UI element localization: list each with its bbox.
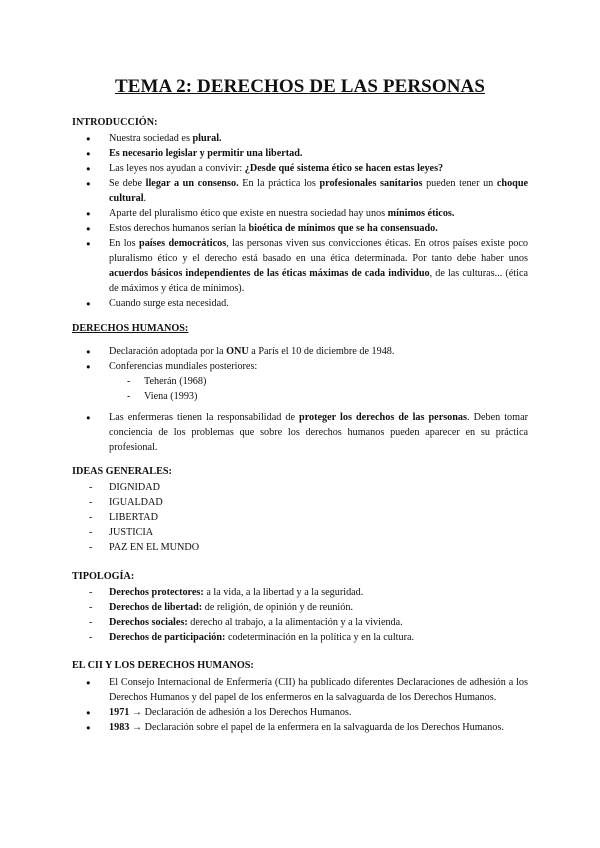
text-run: . Deben tomar conciencia de los problemas que sobre los derechos humanos pueden aparecer en su práctica profesional.	[109, 412, 528, 453]
bold-text: ONU	[226, 346, 249, 357]
bold-text: 1971	[109, 707, 130, 718]
text-run: .	[143, 193, 147, 204]
list-item	[72, 221, 528, 236]
list-item	[72, 720, 528, 735]
ddhh-list-2	[72, 410, 528, 455]
text-run: → Declaración sobre el papel de la enfermera en la salvaguarda de los Derechos Humanos.	[129, 722, 504, 733]
text-run: a la vida, a la libertad y a la seguridad.	[203, 587, 364, 598]
conferences-sublist	[72, 374, 528, 404]
list-item	[72, 176, 528, 206]
intro-list	[72, 131, 528, 311]
page-title: TEMA 2: DERECHOS DE LAS PERSONAS	[114, 76, 486, 97]
section-heading: INTRODUCCIÓN:	[72, 117, 158, 128]
text-run: Nuestra sociedad es	[109, 133, 193, 144]
section-heading: TIPOLOGÍA:	[72, 571, 135, 582]
bold-text: choque cultural	[109, 178, 529, 204]
bold-text: Derechos protectores:	[109, 587, 204, 598]
text-run: pueden tener un	[422, 178, 497, 189]
list-item: - IGUALDAD	[72, 495, 528, 510]
bold-text: países democráticos	[139, 238, 227, 249]
list-item: - JUSTICIA	[72, 525, 528, 540]
bold-text: acuerdos básicos independientes de las éticas máximas de cada individuo	[109, 268, 430, 279]
list-item	[72, 585, 528, 600]
list-item	[72, 705, 528, 720]
text-run: → Declaración de adhesión a los Derechos Humanos.	[129, 707, 352, 718]
text-run: Las enfermeras tienen la responsabilidad de	[109, 412, 300, 423]
bold-text: Derechos de participación:	[109, 632, 226, 643]
text-run: Las leyes nos ayudan a convivir:	[109, 163, 245, 174]
section-heading: EL CII Y LOS DERECHOS HUMANOS:	[72, 660, 254, 671]
list-item	[72, 410, 528, 455]
text-run: de religión, de opinión y de reunión.	[202, 602, 353, 613]
section-derechos-humanos	[72, 322, 528, 455]
bold-text: Derechos de libertad:	[109, 602, 203, 613]
section-heading: IDEAS GENERALES:	[72, 466, 172, 477]
sublist-item: - Viena (1993)	[72, 389, 528, 404]
list-item	[72, 600, 528, 615]
section-cii	[72, 659, 528, 735]
list-item: - LIBERTAD	[72, 510, 528, 525]
text-run: Estos derechos humanos serían la	[109, 223, 249, 234]
list-item	[72, 236, 528, 296]
bold-text: bioética de mínimos que se ha consensuado.	[248, 223, 438, 234]
text-run: derecho al trabajo, a la alimentación y a la vivienda.	[187, 617, 403, 628]
sublist-item: - Teherán (1968)	[72, 374, 528, 389]
bold-text: plural.	[192, 133, 222, 144]
ddhh-list	[72, 344, 528, 374]
text-run: , las personas viven sus convicciones éticas. En otros países existe poco pluralismo ético y el derecho está basado en una ética determinada. Por tanto debe haber unos	[109, 238, 528, 264]
bold-text: ¿Desde qué sistema ético se hacen estas leyes?	[244, 163, 444, 174]
text-run: Cuando surge esta necesidad.	[109, 298, 229, 309]
list-item: ● Conferencias mundiales posteriores:	[72, 359, 528, 374]
text-run: Aparte del pluralismo ético que existe en nuestra sociedad hay unos	[109, 208, 388, 219]
list-item	[72, 344, 528, 359]
list-item: - DIGNIDAD	[72, 480, 528, 495]
text-run: codeterminación en la política y en la cultura.	[225, 632, 415, 643]
bold-text: proteger los derechos de las personas	[299, 412, 467, 423]
text-run: a París el 10 de diciembre de 1948.	[248, 346, 395, 357]
section-introduccion	[72, 116, 528, 311]
tipologia-list	[72, 585, 528, 645]
list-item	[72, 296, 528, 311]
list-item	[72, 131, 528, 146]
ideas-list	[72, 480, 528, 555]
section-tipologia	[72, 570, 528, 645]
cii-list	[72, 675, 528, 735]
bold-text: llegar a un consenso.	[145, 178, 239, 189]
text-run: En la práctica los	[238, 178, 320, 189]
text-run: Declaración adoptada por la	[109, 346, 227, 357]
bold-text: mínimos éticos.	[387, 208, 455, 219]
list-item	[72, 161, 528, 176]
list-item	[72, 615, 528, 630]
list-item	[72, 146, 528, 161]
list-item	[72, 675, 528, 705]
bold-text: profesionales sanitarios	[319, 178, 423, 189]
list-item	[72, 630, 528, 645]
bold-text: Es necesario legislar y permitir una libertad.	[109, 148, 303, 159]
bold-text: 1983	[109, 722, 130, 733]
list-item: - PAZ EN EL MUNDO	[72, 540, 528, 555]
bold-text: Derechos sociales:	[109, 617, 188, 628]
text-run: En los	[109, 238, 140, 249]
text-run: El Consejo Internacional de Enfermería (CII) ha publicado diferentes Declaraciones de adhesión a los Derechos Humanos y del papel de los enfermeros en la salvaguarda de los Derechos Humanos.	[109, 677, 528, 703]
text-run: , de las culturas... (ética de máximos y ética de mínimos).	[109, 268, 528, 294]
section-heading: DERECHOS HUMANOS:	[72, 323, 189, 334]
text-run: Se debe	[109, 178, 146, 189]
list-item	[72, 206, 528, 221]
section-ideas-generales	[72, 465, 528, 555]
